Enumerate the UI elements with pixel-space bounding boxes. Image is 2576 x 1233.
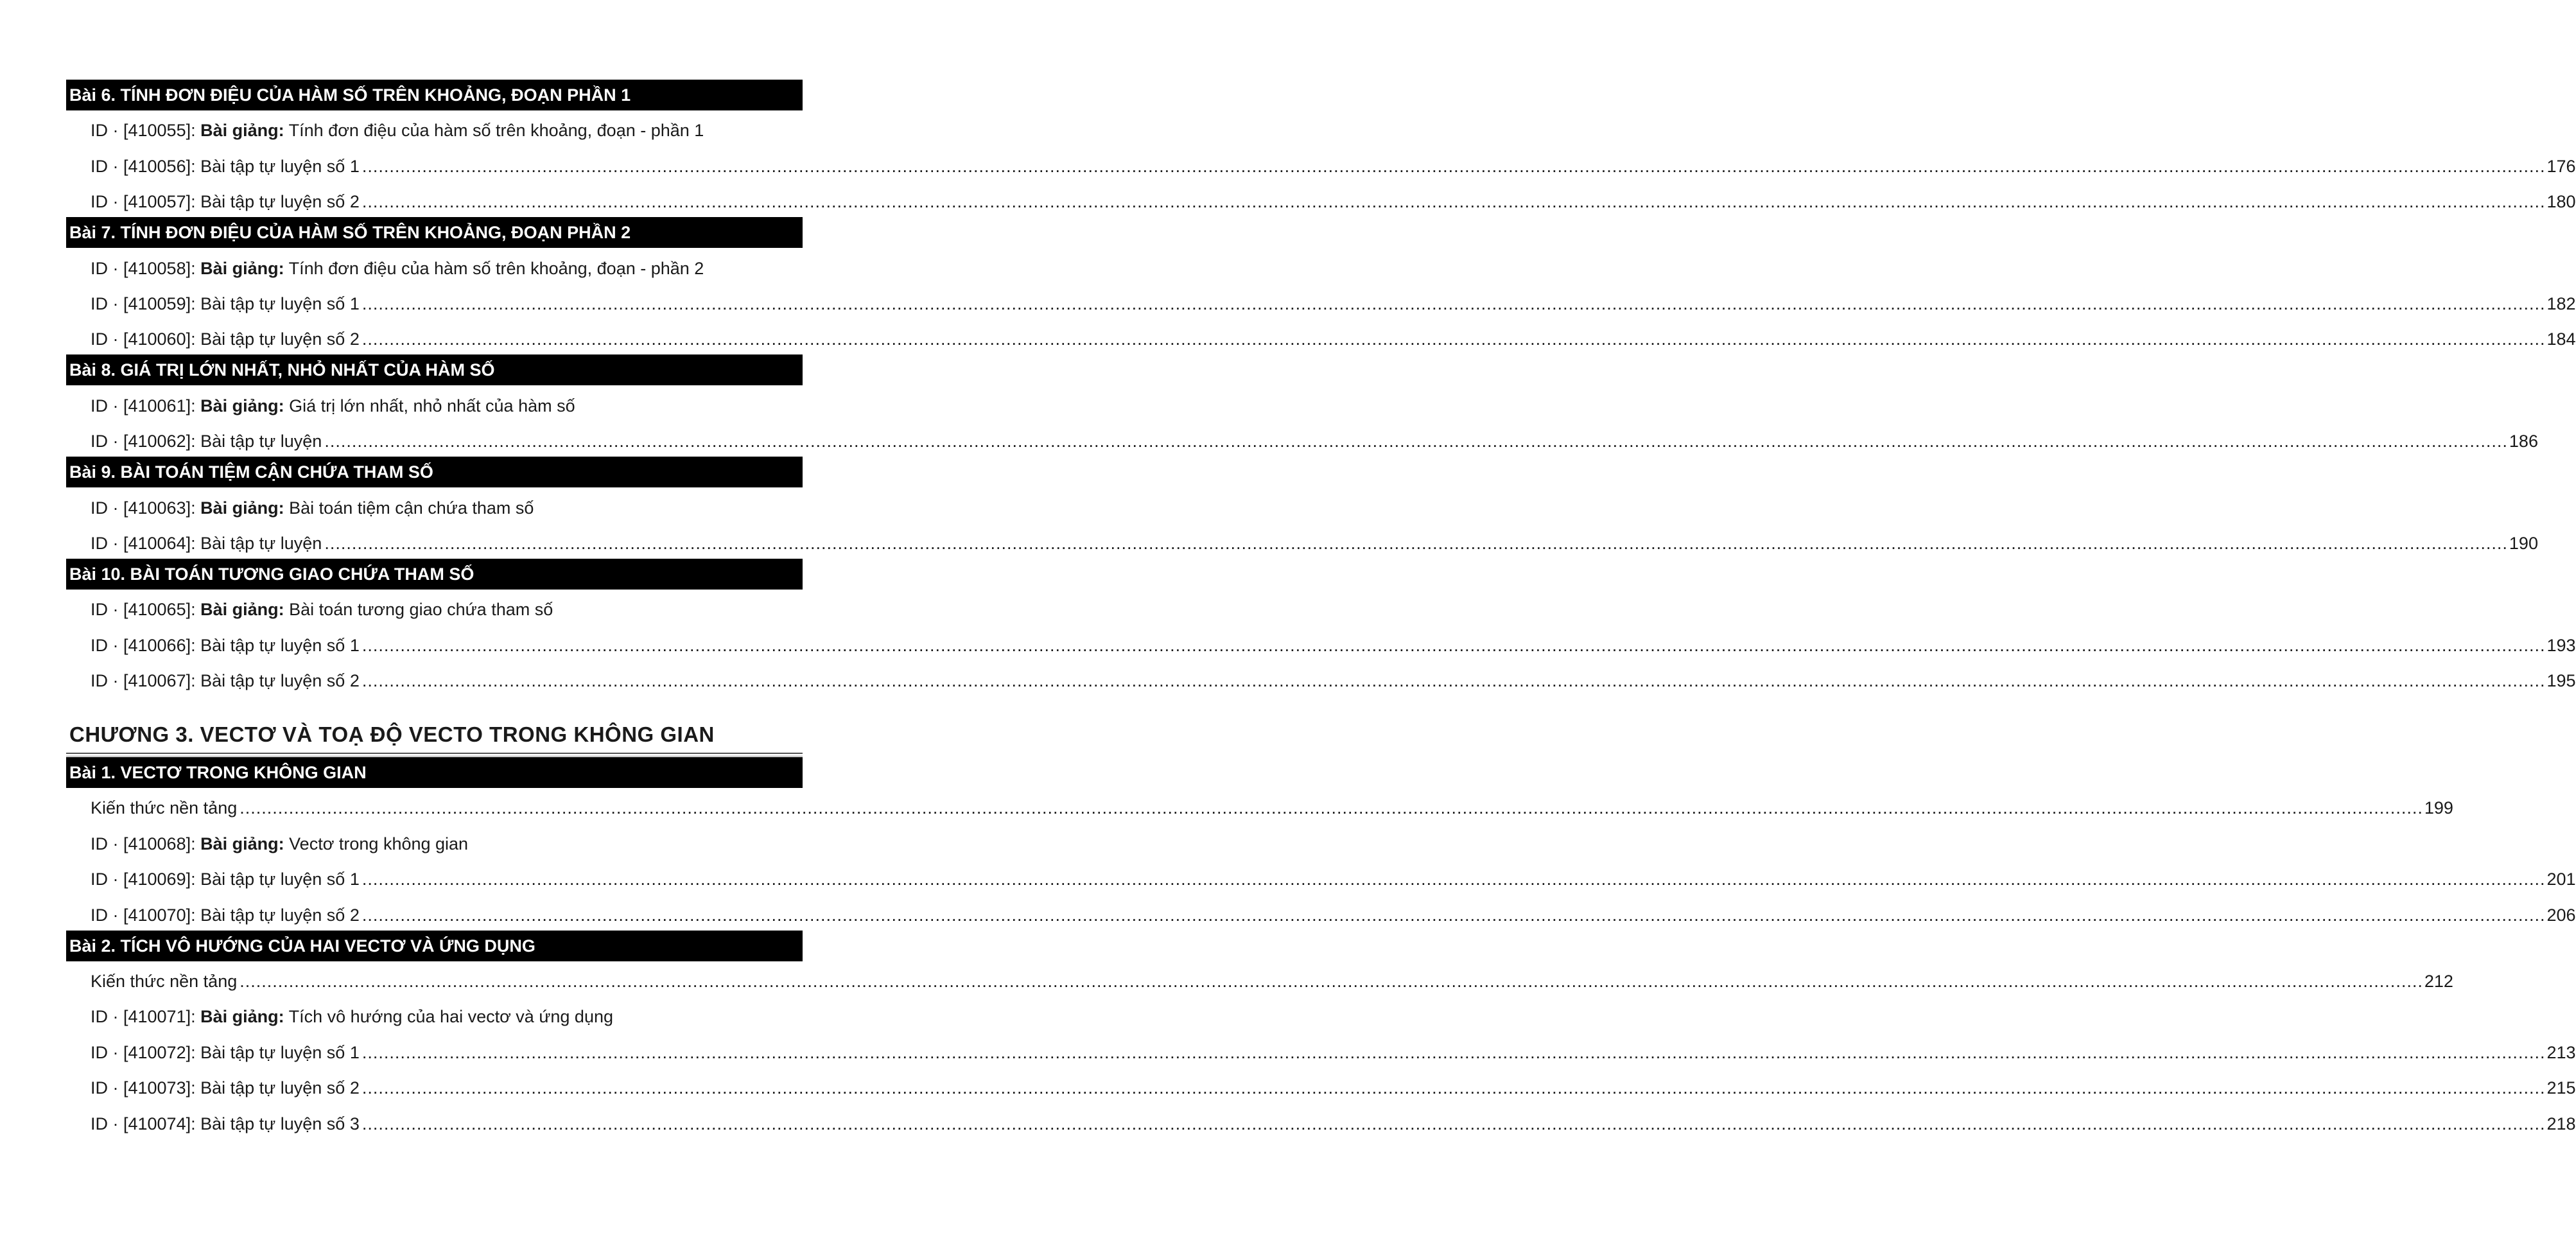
dot-leader: ................................................................................................................................................................................................................................................................................................................................................................................................................ <box>239 798 2423 818</box>
lecture-label: Bài giảng: <box>200 1007 284 1027</box>
entry-id: ID · [410064]: <box>91 533 196 553</box>
section-header: Bài 2. TÍCH VÔ HƯỚNG CỦA HAI VECTƠ VÀ ỨNG DỤNG <box>66 931 803 961</box>
page-number: 195 <box>2546 671 2576 691</box>
dot-leader: ................................................................................................................................................................................................................................................................................................................................................................................................................ <box>361 870 2546 889</box>
entry-id: ID · [410059]: <box>91 293 196 313</box>
toc-entry[interactable] <box>66 661 2576 696</box>
section-header: Bài 10. BÀI TOÁN TƯƠNG GIAO CHỨA THAM SỐ <box>66 559 803 590</box>
entry-title: Bài tập tự luyện số 2 <box>200 329 360 349</box>
entry-text <box>91 972 237 992</box>
page-number: 212 <box>2424 972 2453 992</box>
dot-leader: ................................................................................................................................................................................................................................................................................................................................................................................................................ <box>324 533 2508 553</box>
entry-title: Bài tập tự luyện số 3 <box>200 1114 360 1133</box>
entry-text <box>91 157 360 177</box>
entry-id: ID · [410065]: <box>91 600 196 620</box>
dot-leader: ................................................................................................................................................................................................................................................................................................................................................................................................................ <box>361 1078 2546 1098</box>
entry-id: ID · [410061]: <box>91 396 196 415</box>
entry-title: Tính đơn điệu của hàm số trên khoảng, đoạn - phần 2 <box>288 258 704 278</box>
lecture-label: Bài giảng: <box>200 600 284 620</box>
lecture-label: Bài giảng: <box>200 834 284 853</box>
entry-title: Bài tập tự luyện số 1 <box>200 1042 360 1062</box>
toc-entry[interactable] <box>66 146 2576 181</box>
entry-id: ID · [410072]: <box>91 1042 196 1062</box>
toc-entry[interactable] <box>66 1103 2576 1139</box>
entry-text <box>91 1078 360 1098</box>
toc-entry[interactable] <box>66 248 803 283</box>
toc-entry[interactable] <box>66 385 803 421</box>
dot-leader: ................................................................................................................................................................................................................................................................................................................................................................................................................ <box>324 432 2508 451</box>
page-number: 215 <box>2546 1078 2576 1098</box>
lecture-label: Bài giảng: <box>200 498 284 518</box>
entry-text <box>91 498 534 518</box>
entry-title: Bài tập tự luyện số 2 <box>200 671 360 691</box>
chapter-heading <box>66 696 803 757</box>
page-number: 182 <box>2546 293 2576 313</box>
table-of-contents <box>66 80 2576 1139</box>
dot-leader: ................................................................................................................................................................................................................................................................................................................................................................................................................ <box>361 905 2546 925</box>
entry-id: ID · [410056]: <box>91 156 196 176</box>
chapter-rule <box>66 753 803 754</box>
dot-leader: ................................................................................................................................................................................................................................................................................................................................................................................................................ <box>361 671 2546 691</box>
dot-leader: ................................................................................................................................................................................................................................................................................................................................................................................................................ <box>239 972 2423 992</box>
toc-entry[interactable] <box>66 284 2576 319</box>
entry-text <box>91 798 237 818</box>
toc-entry[interactable] <box>66 1068 2576 1103</box>
page-number: 186 <box>2509 432 2538 451</box>
chapter-title: CHƯƠNG 3. VECTƠ VÀ TOẠ ĐỘ VECTO TRONG KHÔNG GIAN <box>69 722 715 747</box>
toc-entry[interactable] <box>66 487 803 523</box>
entry-title: Bài tập tự luyện số 1 <box>200 156 360 176</box>
entry-title: Bài tập tự luyện số 1 <box>200 870 360 889</box>
entry-id: ID · [410060]: <box>91 329 196 349</box>
lecture-label: Bài giảng: <box>200 258 284 278</box>
entry-id: ID · [410058]: <box>91 258 196 278</box>
entry-title: Bài tập tự luyện <box>200 533 322 553</box>
entry-title: Bài tập tự luyện <box>200 432 322 451</box>
entry-title: Bài tập tự luyện số 2 <box>200 1078 360 1098</box>
entry-title: Giá trị lớn nhất, nhỏ nhất của hàm số <box>289 396 575 415</box>
toc-entry[interactable] <box>66 110 803 146</box>
entry-title: Vectơ trong không gian <box>289 834 469 853</box>
page-number: 193 <box>2546 635 2576 655</box>
toc-entry[interactable] <box>66 182 2576 217</box>
entry-text <box>91 432 322 451</box>
section-header: Bài 1. VECTƠ TRONG KHÔNG GIAN <box>66 757 803 788</box>
entry-id: ID · [410070]: <box>91 905 196 925</box>
page-number: 213 <box>2546 1042 2576 1062</box>
page-number: 190 <box>2509 533 2538 553</box>
entry-id: ID · [410066]: <box>91 635 196 655</box>
page-number: 180 <box>2546 192 2576 212</box>
page-number: 176 <box>2546 156 2576 176</box>
entry-id: ID · [410069]: <box>91 870 196 889</box>
entry-text <box>91 905 360 925</box>
section-header: Bài 6. TÍNH ĐƠN ĐIỆU CỦA HÀM SỐ TRÊN KHOẢNG, ĐOẠN PHẦN 1 <box>66 80 803 110</box>
entry-id: ID · [410067]: <box>91 671 196 691</box>
entry-text <box>91 600 553 620</box>
toc-entry[interactable] <box>66 997 803 1032</box>
dot-leader: ................................................................................................................................................................................................................................................................................................................................................................................................................ <box>361 635 2546 655</box>
lecture-label: Bài giảng: <box>200 396 284 415</box>
dot-leader: ................................................................................................................................................................................................................................................................................................................................................................................................................ <box>361 1042 2546 1062</box>
entry-id: ID · [410055]: <box>91 121 196 141</box>
toc-entry[interactable] <box>66 319 2576 354</box>
entry-text <box>91 259 704 279</box>
toc-entry[interactable] <box>66 1032 2576 1067</box>
entry-title: Bài toán tương giao chứa tham số <box>289 600 553 620</box>
toc-entry[interactable] <box>66 625 2576 660</box>
entry-id: ID · [410071]: <box>91 1007 196 1027</box>
entry-title: Bài toán tiệm cận chứa tham số <box>289 498 534 518</box>
section-header: Bài 9. BÀI TOÁN TIỆM CẬN CHỨA THAM SỐ <box>66 457 803 487</box>
entry-id: ID · [410068]: <box>91 834 196 853</box>
entry-title: Tích vô hướng của hai vectơ và ứng dụng <box>288 1007 613 1027</box>
dot-leader: ................................................................................................................................................................................................................................................................................................................................................................................................................ <box>361 329 2546 349</box>
toc-entry[interactable] <box>66 823 803 859</box>
toc-entry[interactable] <box>66 961 2453 997</box>
toc-entry[interactable] <box>66 590 803 625</box>
toc-entry[interactable] <box>66 788 2453 823</box>
entry-title: Kiến thức nền tảng <box>91 972 238 992</box>
toc-entry[interactable] <box>66 421 2538 457</box>
entry-title: Bài tập tự luyện số 2 <box>200 905 360 925</box>
entry-text <box>91 192 360 212</box>
toc-entry[interactable] <box>66 523 2538 559</box>
entry-text <box>91 1114 360 1134</box>
entry-title: Kiến thức nền tảng <box>91 798 238 818</box>
entry-text <box>91 121 704 141</box>
dot-leader: ................................................................................................................................................................................................................................................................................................................................................................................................................ <box>361 156 2546 176</box>
entry-id: ID · [410057]: <box>91 192 196 212</box>
entry-id: ID · [410063]: <box>91 498 196 518</box>
entry-text <box>91 294 360 314</box>
entry-title: Bài tập tự luyện số 2 <box>200 192 360 212</box>
toc-entry[interactable] <box>66 859 2576 895</box>
entry-text <box>91 534 322 554</box>
entry-text <box>91 329 360 349</box>
entry-text <box>91 834 468 854</box>
entry-text <box>91 396 575 416</box>
entry-text <box>91 1007 613 1027</box>
entry-text <box>91 870 360 889</box>
entry-title: Tính đơn điệu của hàm số trên khoảng, đoạn - phần 1 <box>288 121 704 141</box>
dot-leader: ................................................................................................................................................................................................................................................................................................................................................................................................................ <box>361 192 2546 212</box>
page-number: 199 <box>2424 798 2453 818</box>
entry-title: Bài tập tự luyện số 1 <box>200 293 360 313</box>
section-header: Bài 7. TÍNH ĐƠN ĐIỆU CỦA HÀM SỐ TRÊN KHOẢNG, ĐOẠN PHẦN 2 <box>66 217 803 248</box>
page-number: 206 <box>2546 905 2576 925</box>
section-header: Bài 8. GIÁ TRỊ LỚN NHẤT, NHỎ NHẤT CỦA HÀM SỐ <box>66 354 803 385</box>
entry-text <box>91 671 360 691</box>
dot-leader: ................................................................................................................................................................................................................................................................................................................................................................................................................ <box>361 293 2546 313</box>
entry-id: ID · [410062]: <box>91 432 196 451</box>
entry-id: ID · [410073]: <box>91 1078 196 1098</box>
entry-id: ID · [410074]: <box>91 1114 196 1133</box>
page-number: 201 <box>2546 870 2576 889</box>
entry-text <box>91 636 360 656</box>
entry-title: Bài tập tự luyện số 1 <box>200 635 360 655</box>
page-number: 184 <box>2546 329 2576 349</box>
entry-text <box>91 1043 360 1063</box>
dot-leader: ................................................................................................................................................................................................................................................................................................................................................................................................................ <box>361 1114 2546 1133</box>
toc-entry[interactable] <box>66 895 2576 930</box>
page-number: 218 <box>2546 1114 2576 1133</box>
lecture-label: Bài giảng: <box>200 121 284 141</box>
